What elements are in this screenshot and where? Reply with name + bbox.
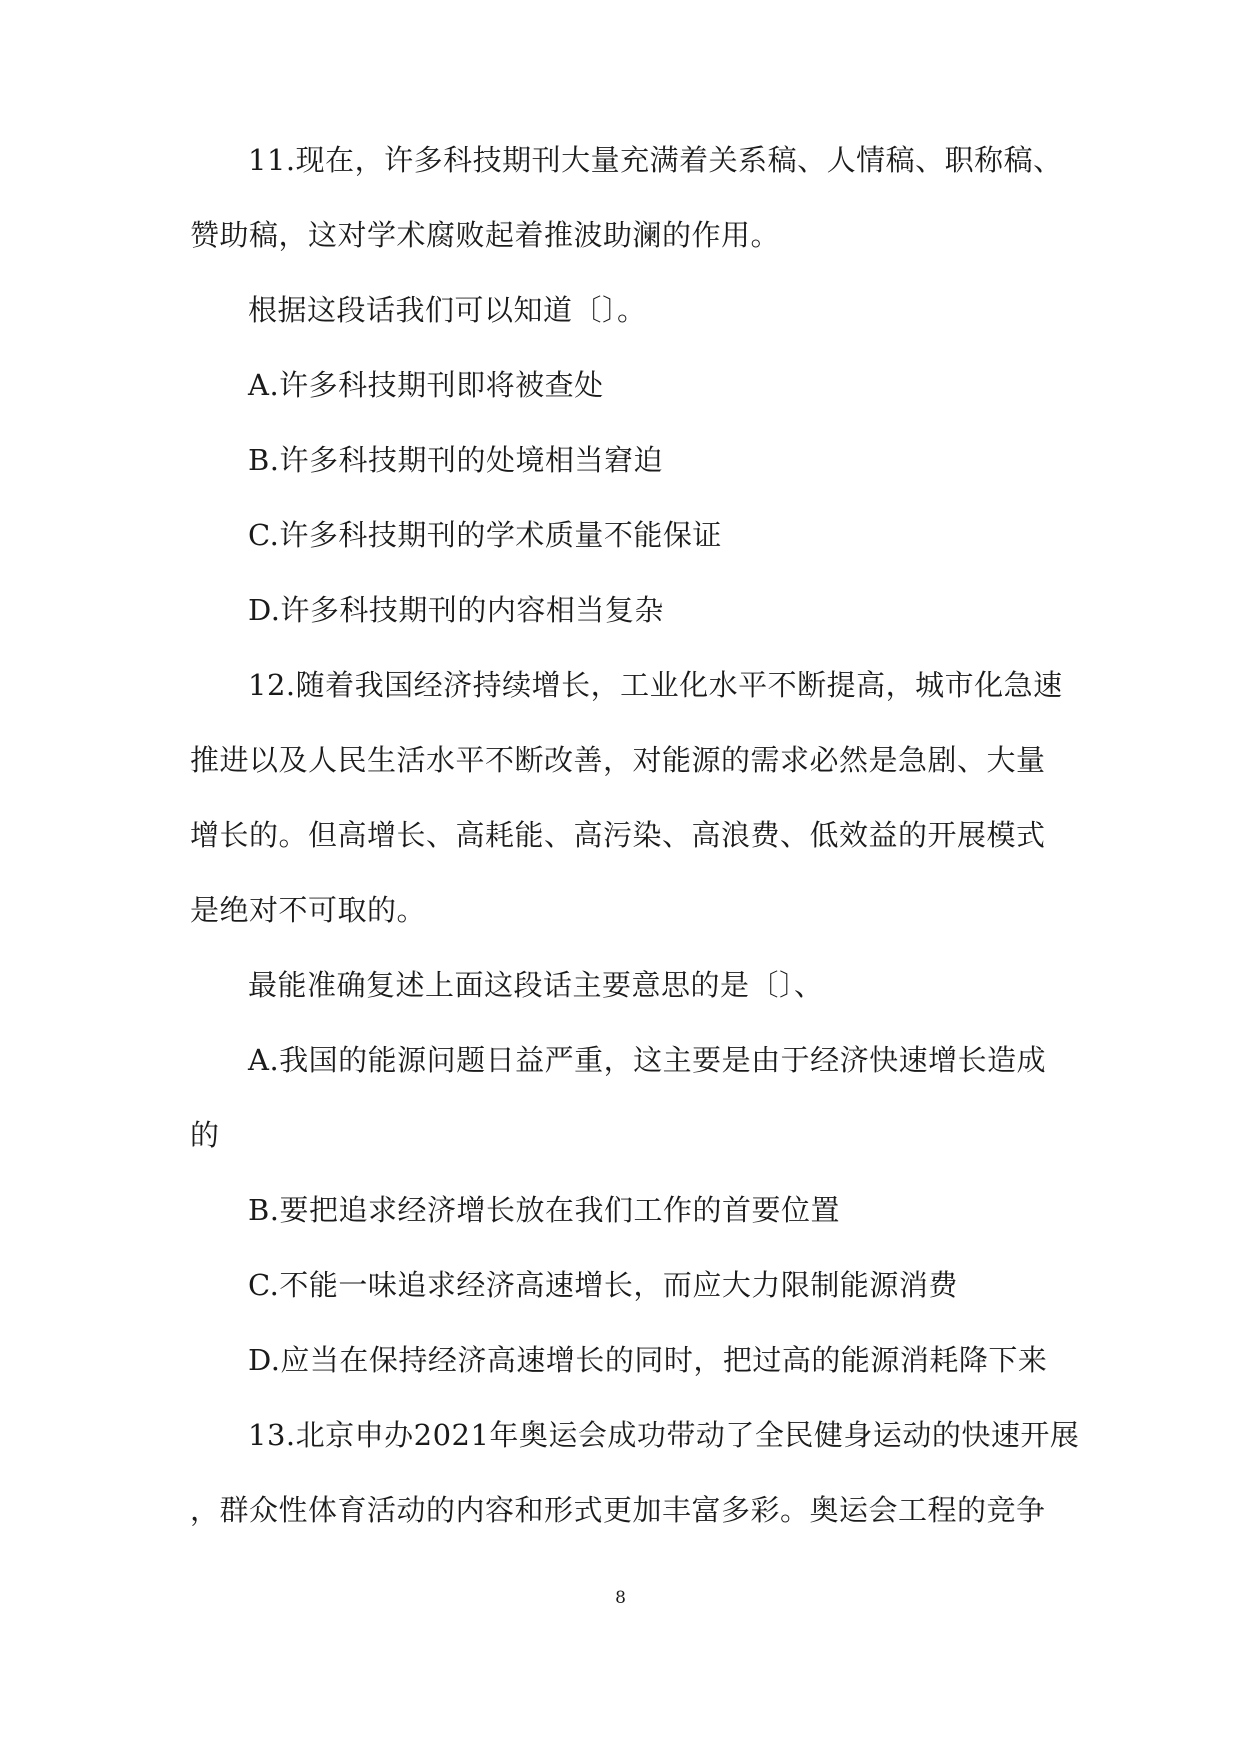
q12-prompt: 最能准确复述上面这段话主要意思的是〔〕、 — [248, 968, 824, 1002]
q13-stem-line-1: 13.北京申办2021年奥运会成功带动了全民健身运动的快速开展 — [248, 1418, 1080, 1452]
q12-stem-line-2: 推进以及人民生活水平不断改善，对能源的需求必然是急剧、大量 — [190, 743, 1046, 777]
q12-option-c: C.不能一味追求经济高速增长，而应大力限制能源消费 — [248, 1268, 958, 1302]
q11-option-b: B.许多科技期刊的处境相当窘迫 — [248, 443, 664, 477]
q11-stem-line-2: 赞助稿，这对学术腐败起着推波助澜的作用。 — [190, 218, 781, 252]
q12-stem-line-3: 增长的。但高增长、高耗能、高污染、高浪费、低效益的开展模式 — [190, 818, 1046, 852]
q11-option-c: C.许多科技期刊的学术质量不能保证 — [248, 518, 722, 552]
q12-option-b: B.要把追求经济增长放在我们工作的首要位置 — [248, 1193, 841, 1227]
q11-option-d: D.许多科技期刊的内容相当复杂 — [248, 593, 664, 627]
q11-prompt: 根据这段话我们可以知道〔〕。 — [248, 293, 647, 327]
q12-option-a-line-2: 的 — [190, 1118, 220, 1152]
q11-stem-line-1: 11.现在，许多科技期刊大量充满着关系稿、人情稿、职称稿、 — [248, 143, 1063, 177]
page-number: 8 — [615, 1588, 626, 1608]
q12-option-d: D.应当在保持经济高速增长的同时，把过高的能源消耗降下来 — [248, 1343, 1048, 1377]
q12-stem-line-1: 12.随着我国经济持续增长，工业化水平不断提高，城市化急速 — [248, 668, 1063, 702]
q11-option-a: A.许多科技期刊即将被查处 — [248, 368, 604, 402]
q12-stem-line-4: 是绝对不可取的。 — [190, 893, 427, 927]
q13-stem-line-2: ，群众性体育活动的内容和形式更加丰富多彩。奥运会工程的竞争 — [190, 1493, 1046, 1527]
q12-option-a-line-1: A.我国的能源问题日益严重，这主要是由于经济快速增长造成 — [248, 1043, 1047, 1077]
